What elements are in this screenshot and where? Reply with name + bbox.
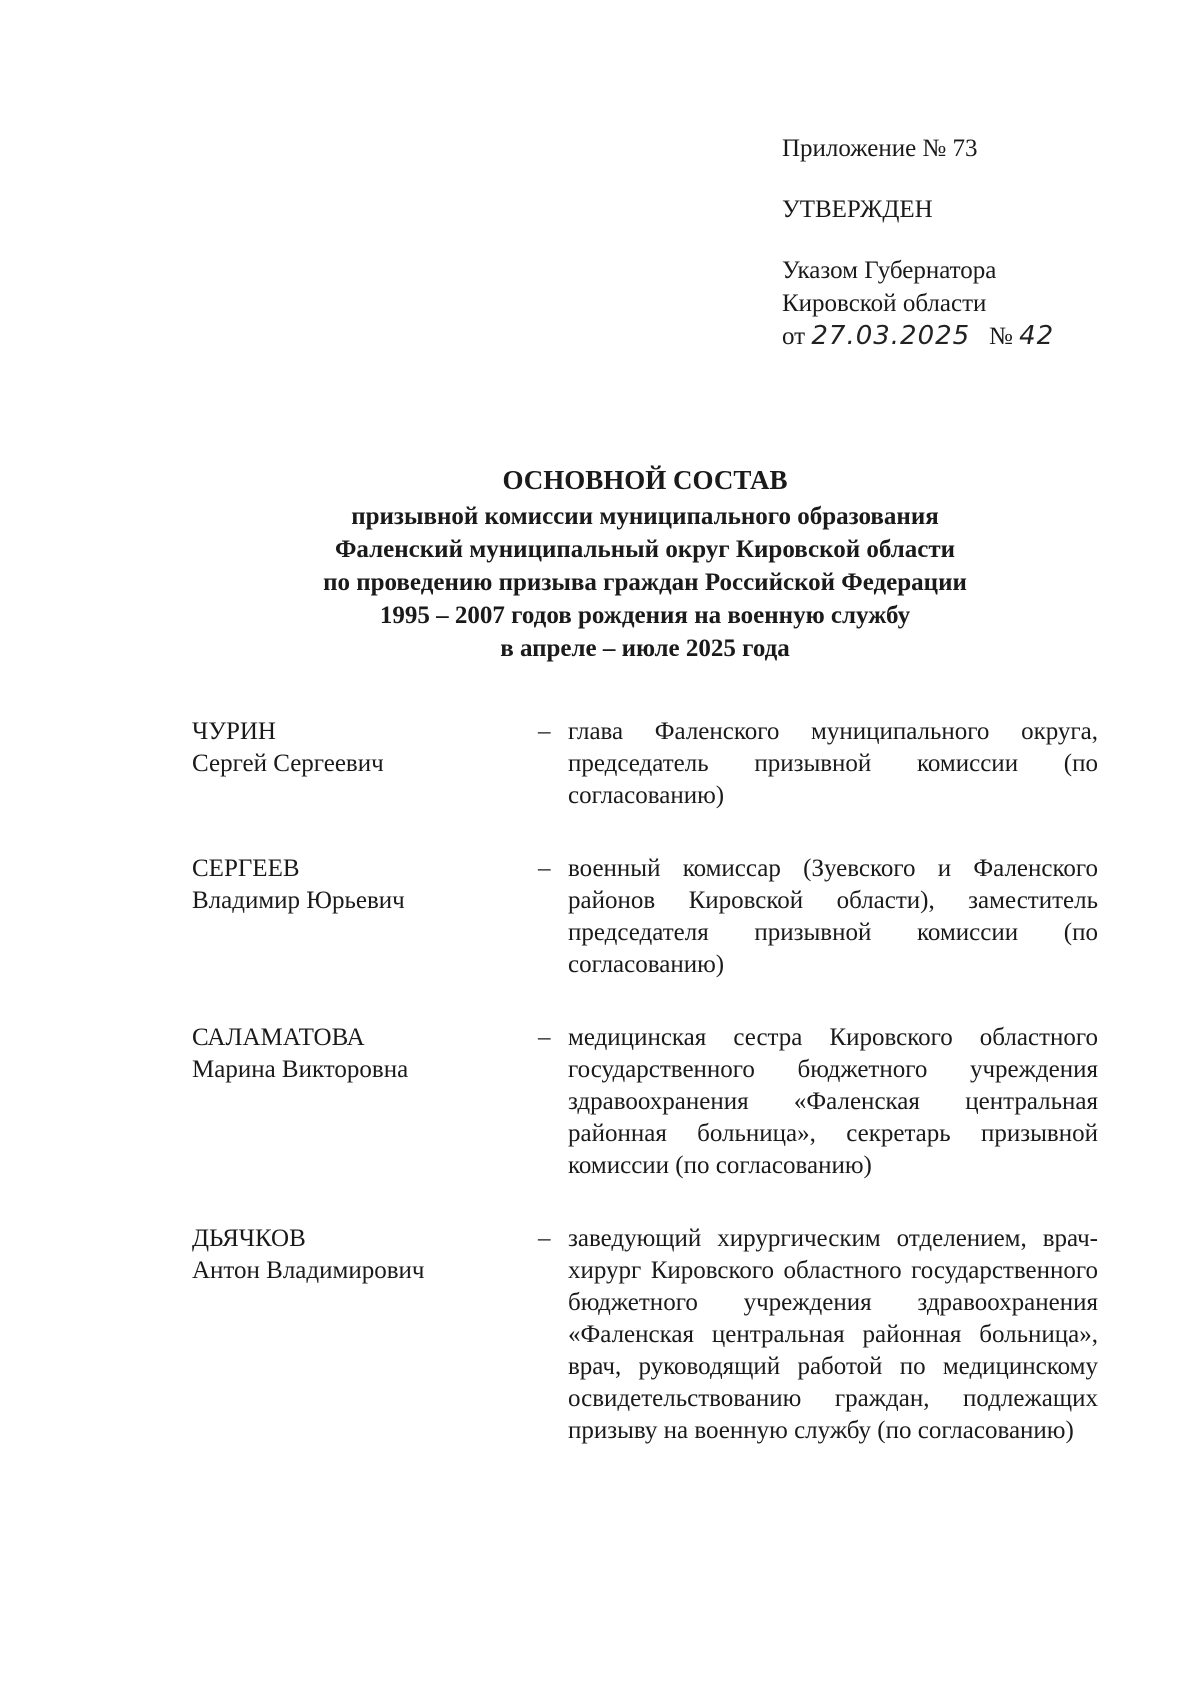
title-main: ОСНОВНОЙ СОСТАВ (502, 465, 788, 495)
member-given-names: Марина Викторовна (192, 1056, 409, 1083)
handwritten-date: 27.03.2025 (811, 321, 971, 351)
title-line: Фаленский муниципальный округ Кировской области (334, 536, 956, 563)
title-line: по проведению призыва граждан Российской Федерации (323, 569, 967, 596)
member-surname: СЕРГЕЕВ (192, 855, 300, 882)
member-dash: – (538, 1024, 551, 1051)
approved-by-line2: Кировской области (782, 290, 987, 317)
member-dash: – (538, 855, 551, 882)
member-row (192, 853, 1102, 981)
member-row (192, 1223, 1102, 1447)
member-name (192, 853, 532, 981)
member-row (192, 716, 1102, 812)
member-dash: – (538, 1225, 551, 1252)
member-surname: ДЬЯЧКОВ (192, 1225, 306, 1252)
document-title (160, 462, 1130, 665)
member-dash: – (538, 718, 551, 745)
member-surname: ЧУРИН (192, 718, 276, 745)
member-given-names: Антон Владимирович (192, 1257, 425, 1284)
commission-members (192, 716, 1102, 1447)
handwritten-number: 42 (1019, 321, 1055, 351)
member-name (192, 716, 532, 812)
approval-block (782, 132, 1162, 353)
member-name (192, 1223, 532, 1447)
decree-date-line (782, 320, 1162, 353)
member-role: военный комиссар (Зуевского и Фаленского районов Кировской области), заместитель председателя призывной комиссии (по согласованию) (568, 855, 1098, 978)
member-row (192, 1022, 1102, 1182)
member-role: медицинская сестра Кировского областного государственного бюджетного учреждения здравоохранения «Фаленская центральная районная больница», секретарь призывной комиссии (по согласованию) (568, 1024, 1098, 1179)
title-line: 1995 – 2007 годов рождения на военную службу (379, 602, 911, 629)
title-line: призывной комиссии муниципального образования (351, 503, 939, 530)
approved-label: УТВЕРЖДЕН (782, 196, 933, 223)
member-surname: САЛАМАТОВА (192, 1024, 365, 1051)
approved-by-line1: Указом Губернатора (782, 257, 997, 284)
member-given-names: Владимир Юрьевич (192, 887, 405, 914)
member-role: глава Фаленского муниципального округа, председатель призывной комиссии (по согласованию) (568, 718, 1098, 809)
member-name (192, 1022, 532, 1182)
number-prefix: № (988, 323, 1013, 350)
appendix-number: Приложение № 73 (782, 135, 978, 162)
date-prefix: от (782, 323, 806, 350)
member-role: заведующий хирургическим отделением, врач-хирург Кировского областного государственного бюджетного учреждения здравоохранения «Фаленская центральная районная больница», врач, руководящий работой по медицинскому освидетельствованию граждан, подлежащих призыву на военную службу (по согласованию) (568, 1225, 1098, 1444)
member-given-names: Сергей Сергеевич (192, 750, 384, 777)
title-line: в апреле – июле 2025 года (500, 635, 790, 662)
